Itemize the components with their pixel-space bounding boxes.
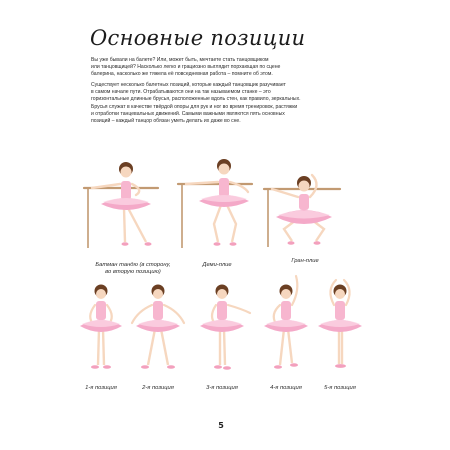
ballet-shoe — [141, 365, 149, 369]
ballet-shoe — [91, 365, 99, 369]
ballerina-third-position-illustration — [192, 275, 252, 375]
ballet-shoe — [335, 364, 346, 368]
intro-line: или танцовщицей? Насколько легко и грациозно выглядит порхающая по сцене — [91, 64, 281, 71]
caption-line: 5-я позиция — [324, 385, 356, 391]
leg — [161, 329, 168, 365]
leotard — [219, 178, 229, 197]
caption-third-position — [192, 385, 252, 392]
leg — [214, 205, 221, 242]
intro-paragraph — [91, 57, 361, 79]
body-line: и отработки танцевальных движений. Самыми важными являются пять основных — [91, 110, 285, 117]
arm — [132, 184, 139, 195]
leotard — [153, 301, 163, 320]
arm — [228, 305, 250, 313]
pointe-shoe — [145, 242, 152, 246]
leg — [128, 208, 146, 242]
caption-line: Деми-плие — [202, 262, 232, 268]
ballet-shoe — [103, 365, 111, 369]
caption-line: 4-я позиция — [270, 385, 302, 391]
caption-first-position — [71, 385, 131, 392]
head — [281, 289, 291, 299]
leg — [280, 329, 284, 365]
caption-demi-plie — [182, 262, 252, 269]
caption-line: 1-я позиция — [85, 385, 117, 391]
ballet-shoe — [290, 363, 298, 367]
head — [299, 181, 310, 192]
leotard — [335, 301, 345, 320]
leg — [148, 329, 155, 365]
leg — [227, 205, 236, 242]
ballerina-fourth-position-illustration — [256, 272, 316, 375]
caption-grand-plie — [270, 258, 340, 265]
leotard — [96, 301, 106, 320]
ballet-shoe — [274, 365, 282, 369]
ballerina-battement-tendu-illustration — [80, 150, 160, 250]
head — [121, 167, 132, 178]
ballerina-grand-plie-illustration — [262, 155, 342, 250]
pointe-shoe — [122, 242, 129, 246]
caption-second-position — [128, 385, 188, 392]
leotard — [121, 181, 131, 200]
ballet-shoe — [214, 365, 222, 369]
caption-fourth-position — [256, 385, 316, 392]
head — [217, 289, 227, 299]
pointe-shoe — [214, 242, 221, 246]
arm — [292, 276, 297, 305]
head — [335, 289, 345, 299]
intro-line: Вы уже бывали на балете? Или, может быть, мечтаете стать танцовщиком — [91, 57, 269, 63]
body-line: позиций – каждый танцор обязан уметь делать их даже во сне. — [91, 118, 241, 125]
head — [96, 289, 106, 299]
head — [153, 289, 163, 299]
body-paragraph — [91, 82, 366, 125]
intro-line: балерина, насколько же тяжела её повседневная работа – помните об этом. — [91, 71, 273, 78]
arm — [164, 305, 184, 323]
leotard — [217, 301, 227, 320]
caption-line: 2-я позиция — [142, 385, 174, 391]
leg — [288, 329, 292, 363]
ballerina-second-position-illustration — [128, 275, 188, 375]
page-title: Основные позиции — [90, 26, 306, 50]
ballet-shoe — [223, 366, 231, 370]
leotard — [281, 301, 291, 320]
caption-line: Батман тандю (в сторону, — [95, 262, 171, 268]
ballerina-first-position-illustration — [78, 275, 124, 375]
caption-line: 3-я позиция — [206, 385, 238, 391]
body-line: в самом начале пути. Отрабатываются они на так называемом станке – это — [91, 89, 271, 96]
arm — [272, 189, 298, 197]
head — [219, 164, 230, 175]
caption-line: во вторую позицию) — [105, 269, 161, 276]
caption-line: Гран-плие — [291, 258, 319, 264]
leg — [224, 329, 225, 365]
pointe-shoe — [314, 241, 321, 245]
leotard — [299, 194, 309, 210]
body-line: Существует несколько балетных позиций, которые каждый танцовщик разучивает — [91, 82, 286, 88]
leg — [98, 329, 99, 365]
body-line: Брусья служат в качестве твёрдой опоры для рук и ног во время тренировок, растяжки — [91, 103, 298, 110]
arm — [310, 175, 317, 197]
leg — [103, 329, 104, 365]
caption-fifth-position — [310, 385, 370, 392]
pointe-shoe — [288, 241, 295, 245]
ballet-shoe — [167, 365, 175, 369]
ballerina-demi-plie-illustration — [176, 150, 256, 250]
pointe-shoe — [230, 242, 237, 246]
leg — [124, 208, 125, 242]
arm — [132, 305, 152, 323]
body-line: горизонтальные длинные брусья, расположенные вдоль стен, как правило, зеркальных. — [91, 96, 301, 103]
ballerina-fifth-position-illustration — [312, 272, 368, 375]
page-number: 5 — [218, 421, 224, 430]
